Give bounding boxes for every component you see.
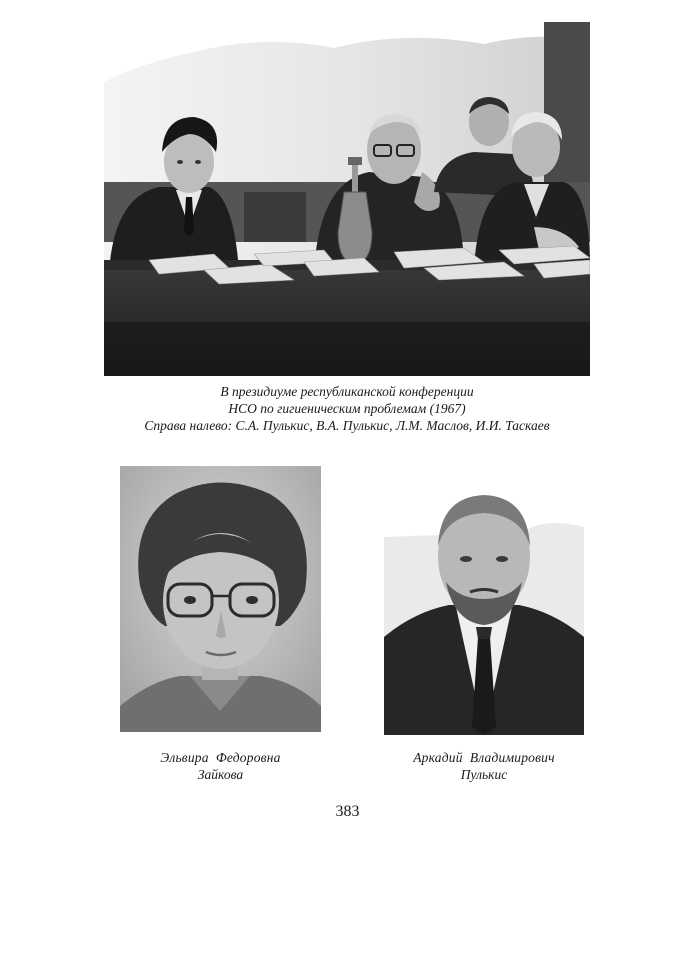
- portrait-zaikova: [120, 466, 321, 732]
- caption-zaikova-first: Эльвира Федоровна: [160, 750, 281, 765]
- caption-pulkis-first: Аркадий Владимирович: [413, 750, 555, 765]
- caption-pulkis-second: Пулькис: [460, 767, 508, 782]
- presidium-photo: [104, 22, 590, 376]
- portrait-pulkis: [384, 487, 584, 735]
- caption-line: В президиуме республиканской конференции: [220, 384, 474, 399]
- caption-zaikova-second: Зайкова: [197, 767, 244, 782]
- presidium-caption: [104, 383, 590, 434]
- caption-pulkis: [384, 749, 584, 783]
- page-number: 383: [335, 803, 360, 820]
- caption-line: Справа налево: С.А. Пулькис, В.А. Пулькис, Л.М. Маслов, И.И. Таскаев: [144, 418, 550, 433]
- caption-line: НСО по гигиеническим проблемам (1967): [228, 401, 466, 416]
- caption-zaikova: [120, 749, 321, 783]
